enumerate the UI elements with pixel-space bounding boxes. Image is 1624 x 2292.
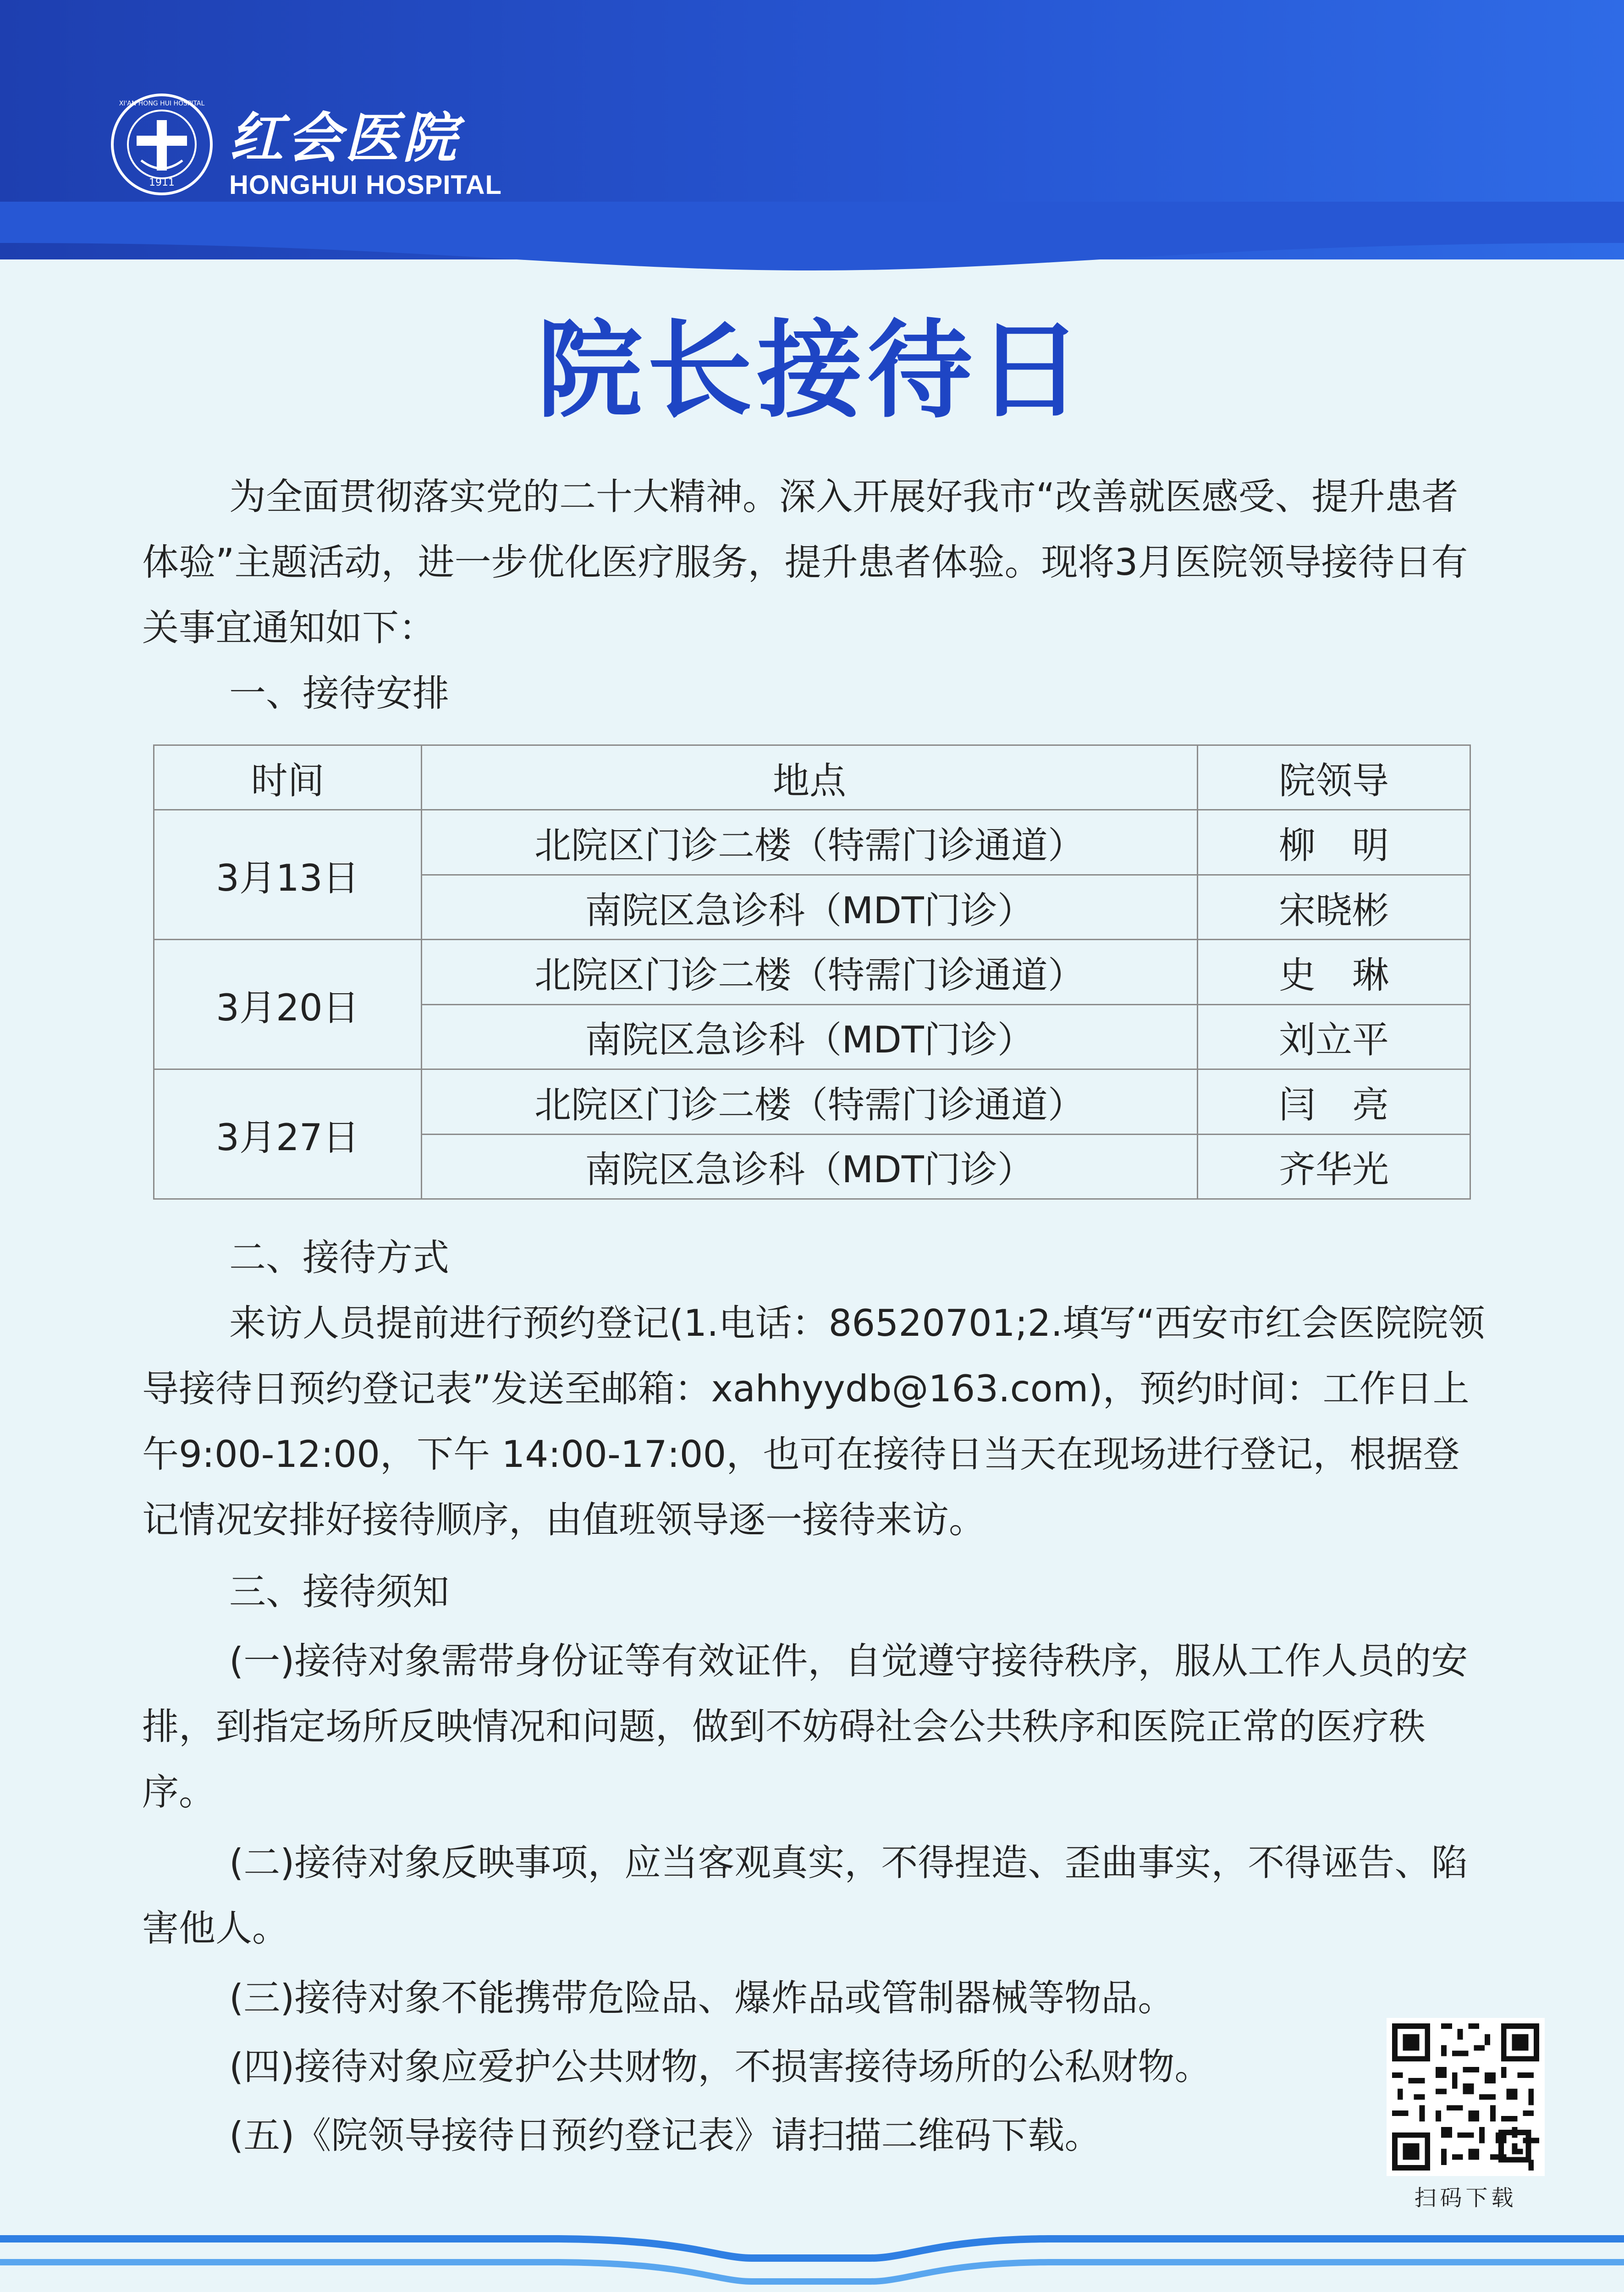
- intro-paragraph: 为全面贯彻落实党的二十大精神。深入开展好我市“改善就医感受、提升患者体验”主题活动，进一步优化医疗服务，提升患者体验。现将3月医院领导接待日有关事宜通知如下：: [142, 475, 1468, 649]
- table-row: [154, 940, 1470, 1004]
- notice-item-5: (五)《院领导接待日预约登记表》请扫描二维码下载。: [229, 2114, 1101, 2157]
- location-cell: 北院区门诊二楼（特需门诊通道）: [422, 940, 1198, 1004]
- notice-item-2: (二)接待对象反映事项，应当客观真实，不得捏造、歪曲事实，不得诬告、陷害他人。: [142, 1841, 1468, 1950]
- leader-cell: 宋晓彬: [1198, 875, 1470, 939]
- table-header-row: [154, 745, 1470, 810]
- location-cell: 南院区急诊科（MDT门诊）: [422, 1004, 1198, 1069]
- header-wave-decoration: [0, 202, 1624, 275]
- seal-year: 1911: [149, 177, 175, 188]
- header-time: 时间: [154, 745, 422, 810]
- location-cell: 南院区急诊科（MDT门诊）: [422, 875, 1198, 939]
- location-cell: 北院区门诊二楼（特需门诊通道）: [422, 810, 1198, 875]
- header-leader: 院领导: [1198, 745, 1470, 810]
- seal-ring-text: XI'AN HONG HUI HOSPITAL: [119, 100, 205, 107]
- hospital-seal-logo: [109, 92, 215, 197]
- section2-paragraph: 来访人员提前进行预约登记(1.电话：86520701;2.填写“西安市红会医院院领导接待日预约登记表”发送至邮箱：xahhyydb@163.com)，预约时间：工作日上午9:00-12:00，下午 14:00-17:00，也可在接待日当天在现场进行登记，根据登记情况安排好接待顺序，由值班领导逐一接待来访。: [142, 1302, 1485, 1541]
- section1-heading: 一、接待安排: [229, 672, 449, 715]
- notice-item-3: (三)接待对象不能携带危险品、爆炸品或管制器械等物品。: [229, 1977, 1175, 2019]
- date-cell: 3月13日: [154, 810, 422, 940]
- schedule-table: [153, 744, 1471, 1200]
- logo-chinese-name: 红会医院: [229, 106, 461, 170]
- location-cell: 北院区门诊二楼（特需门诊通道）: [422, 1069, 1198, 1134]
- notice-item-4: (四)接待对象应爱护公共财物，不损害接待场所的公私财物。: [229, 2045, 1211, 2088]
- table-row: [154, 1069, 1470, 1134]
- footer-wave-decoration: [0, 2227, 1624, 2291]
- qr-code-image[interactable]: [1387, 2018, 1545, 2176]
- leader-cell: 柳 明: [1198, 810, 1470, 875]
- section3-heading: 三、接待须知: [229, 1570, 449, 1613]
- date-cell: 3月27日: [154, 1069, 422, 1199]
- leader-cell: 齐华光: [1198, 1134, 1470, 1199]
- location-cell: 南院区急诊科（MDT门诊）: [422, 1134, 1198, 1199]
- page-title: 院长接待日: [537, 310, 1087, 432]
- logo-english-name: HONGHUI HOSPITAL: [229, 170, 502, 200]
- date-cell: 3月20日: [154, 940, 422, 1069]
- leader-cell: 闫 亮: [1198, 1069, 1470, 1134]
- section2-heading: 二、接待方式: [229, 1236, 449, 1279]
- leader-cell: 刘立平: [1198, 1004, 1470, 1069]
- header-location: 地点: [422, 745, 1198, 810]
- qr-caption: 扫码下载: [1414, 2185, 1517, 2211]
- notice-item-1: (一)接待对象需带身份证等有效证件，自觉遵守接待秩序，服从工作人员的安排，到指定场所反映情况和问题，做到不妨碍社会公共秩序和医院正常的医疗秩序。: [142, 1640, 1468, 1813]
- leader-cell: 史 琳: [1198, 940, 1470, 1004]
- table-row: [154, 810, 1470, 875]
